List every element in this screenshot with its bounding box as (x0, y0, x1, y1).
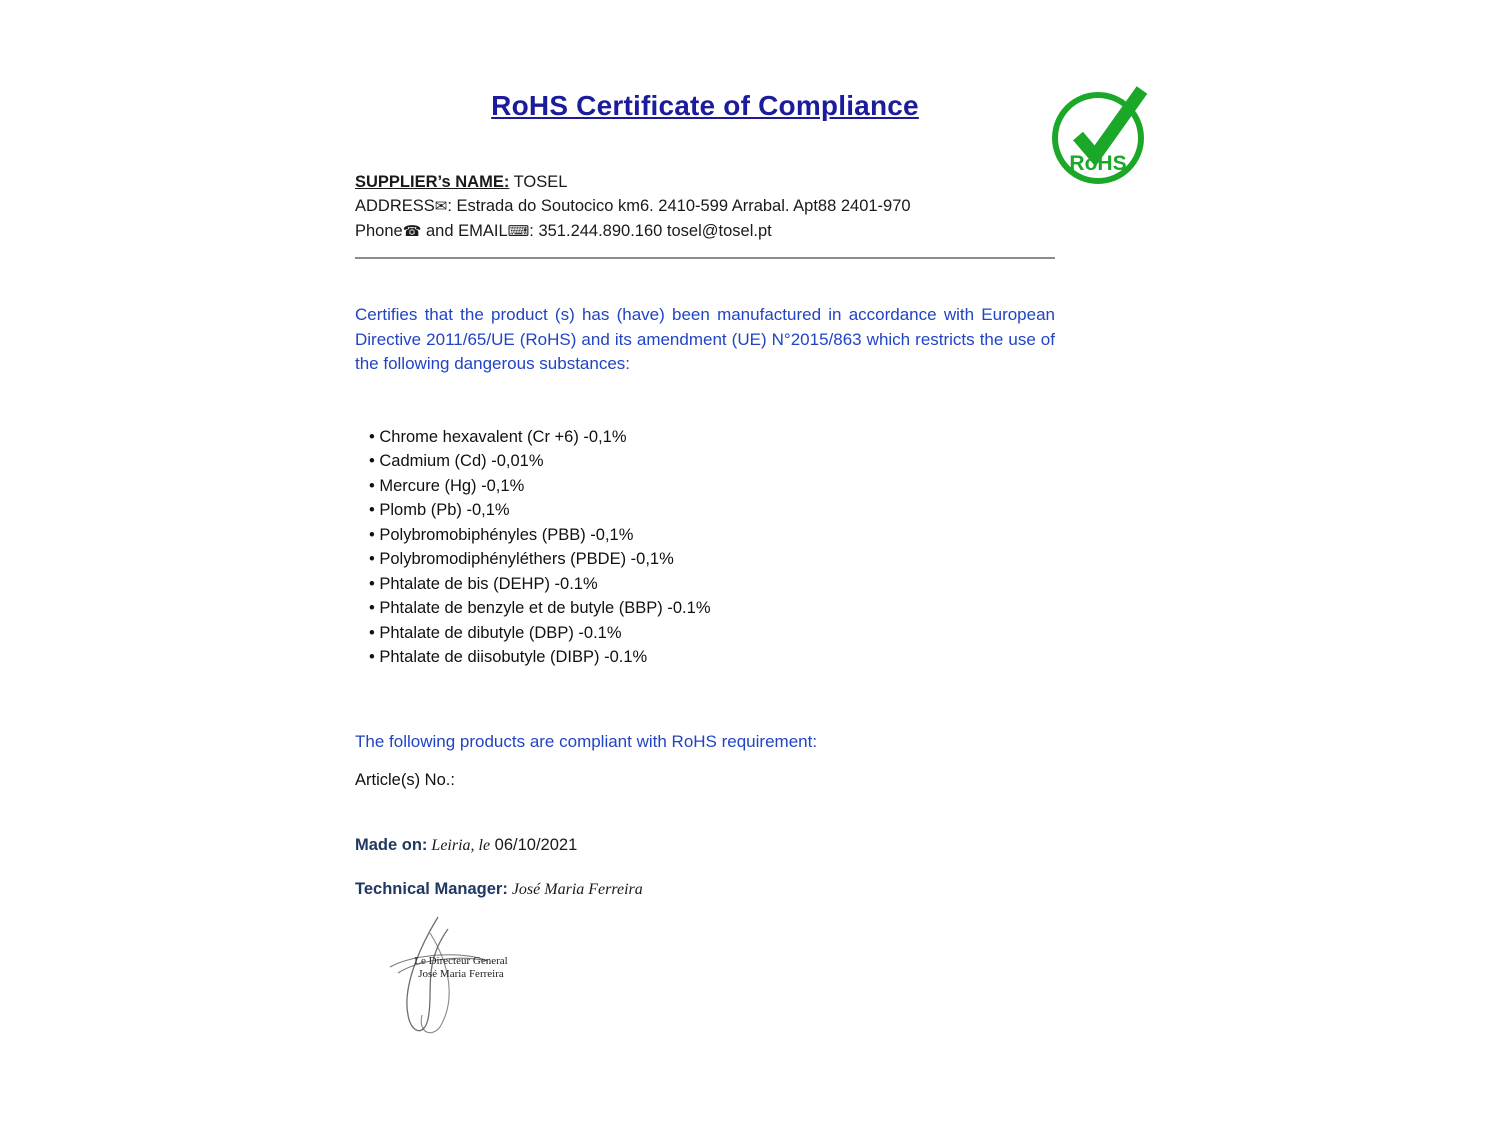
phone-icon: ☎ (402, 223, 422, 240)
envelope-icon: ✉ (434, 198, 448, 215)
address-value: : Estrada do Soutocico km6. 2410-599 Arrabal. Apt88 2401-970 (447, 197, 911, 215)
list-item: • Polybromodiphényléthers (PBDE) -0,1% (369, 547, 1055, 572)
list-item: • Phtalate de diisobutyle (DIBP) -0.1% (369, 645, 1055, 670)
signature-line2: José Maria Ferreira (418, 967, 504, 980)
made-on-line (355, 836, 1055, 855)
phone-label: Phone (355, 222, 403, 240)
contact-value: : 351.244.890.160 tosel@tosel.pt (529, 222, 772, 240)
supplier-address-line (355, 194, 1055, 219)
list-item: • Chrome hexavalent (Cr +6) -0,1% (369, 425, 1055, 450)
email-label: and EMAIL (421, 222, 508, 240)
list-item: • Phtalate de dibutyle (DBP) -0.1% (369, 621, 1055, 646)
supplier-name-line (355, 170, 1055, 194)
technical-manager-label: Technical Manager: (355, 879, 508, 898)
list-item: • Plomb (Pb) -0,1% (369, 498, 1055, 523)
list-item: • Phtalate de benzyle et de butyle (BBP) -0.1% (369, 596, 1055, 621)
document-content (355, 0, 1055, 1040)
signature-block (360, 915, 530, 1040)
signature-text (396, 955, 526, 981)
list-item: • Polybromobiphényles (PBB) -0,1% (369, 523, 1055, 548)
article-number-line: Article(s) No.: (355, 770, 455, 789)
supplier-name-value: TOSEL (509, 173, 568, 191)
signature-line1: Le Directeur General (414, 954, 508, 967)
made-on-place: Leiria, le (427, 836, 491, 854)
supplier-name-label: SUPPLIER’s NAME: (355, 173, 510, 191)
rohs-check-icon (1050, 82, 1152, 186)
supplier-block (355, 170, 1055, 244)
technical-manager-value: José Maria Ferreira (507, 880, 643, 898)
technical-manager-line (355, 880, 1055, 899)
list-item: • Cadmium (Cd) -0,01% (369, 449, 1055, 474)
page-title: RoHS Certificate of Compliance (491, 90, 919, 121)
computer-icon: ⌨ (507, 223, 530, 240)
list-item: • Phtalate de bis (DEHP) -0.1% (369, 572, 1055, 597)
address-label: ADDRESS (355, 197, 435, 215)
divider-line (355, 257, 1055, 259)
made-on-label: Made on: (355, 835, 428, 854)
svg-text:RoHS: RoHS (1069, 152, 1127, 175)
compliance-statement: The following products are compliant with RoHS requirement: (355, 731, 818, 751)
list-item: • Mercure (Hg) -0,1% (369, 474, 1055, 499)
supplier-contact-line (355, 219, 1055, 244)
substances-list (355, 425, 1055, 670)
rohs-logo (1050, 82, 1152, 186)
certification-paragraph: Certifies that the product (s) has (have) been manufactured in accordance with European Directive 2011/65/UE (RoHS) and its amendment (UE) N°2015/863 which restricts the use of the following dangerous substances: (355, 305, 1055, 373)
made-on-date: 06/10/2021 (490, 835, 578, 854)
